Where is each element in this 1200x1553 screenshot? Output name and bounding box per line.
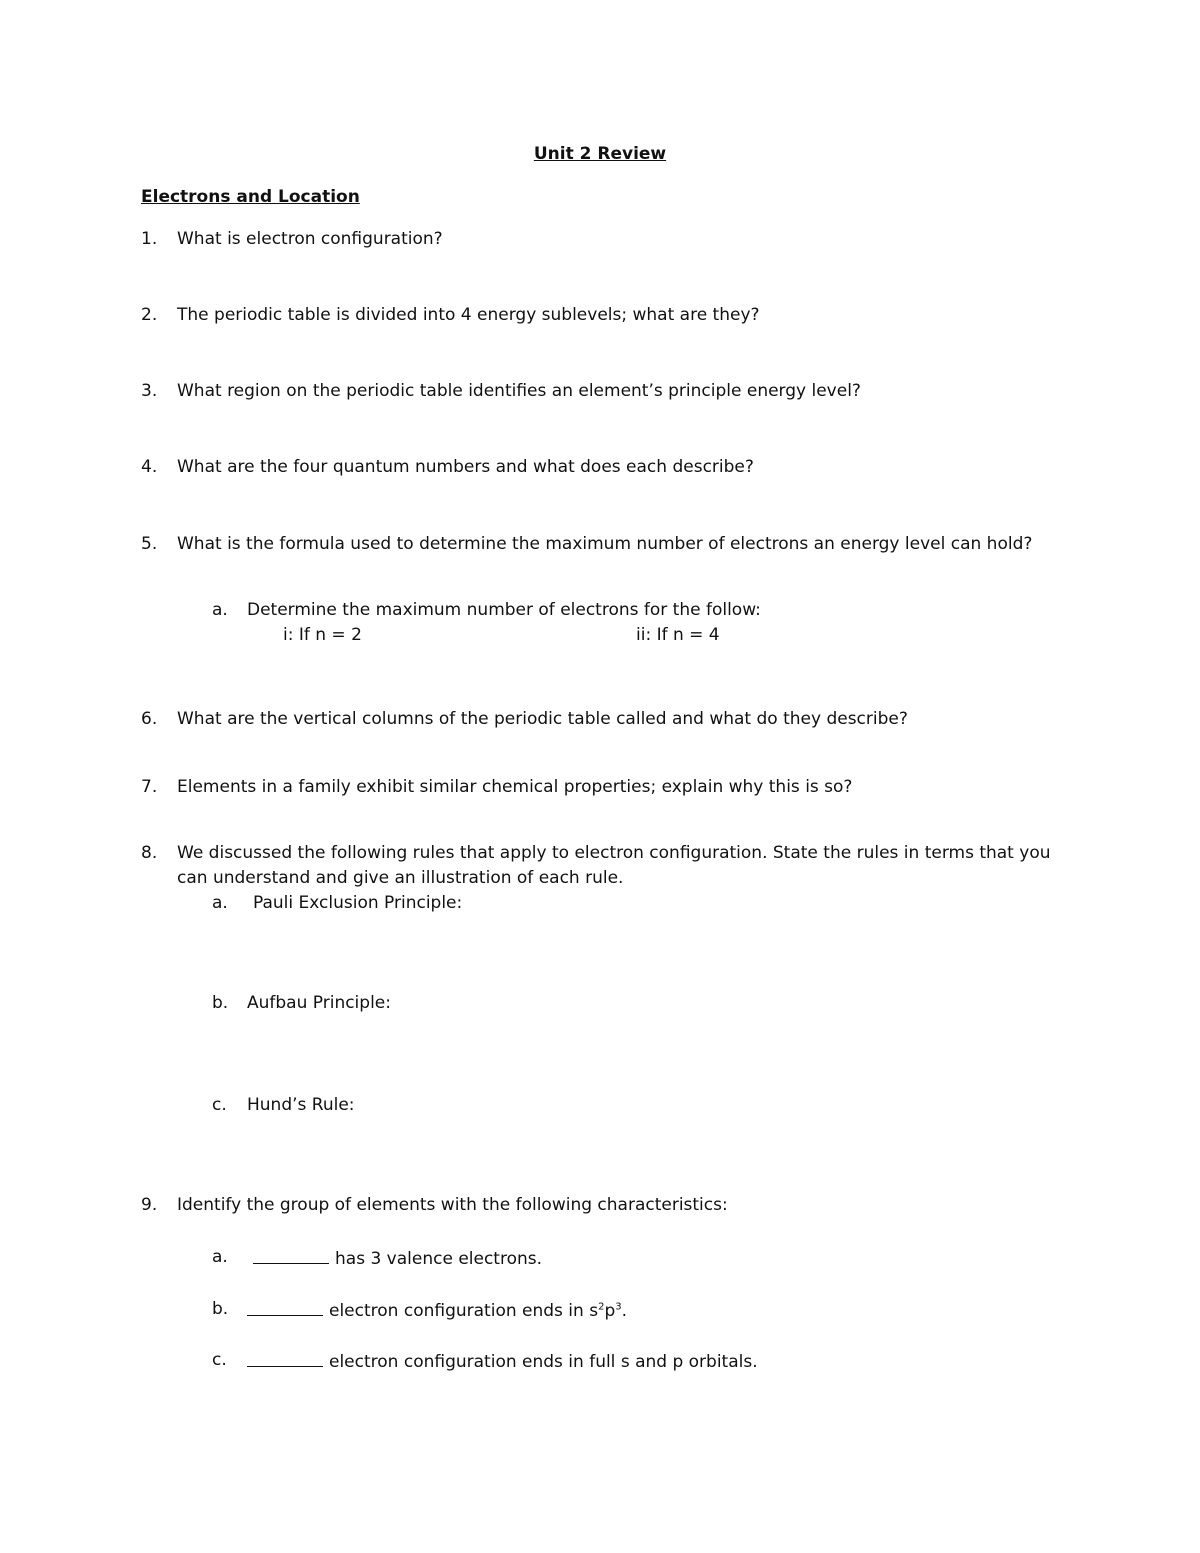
question-number: 1. xyxy=(141,229,158,249)
question-number: 6. xyxy=(141,709,158,729)
page-title: Unit 2 Review xyxy=(533,144,667,164)
question-number: 4. xyxy=(141,457,158,477)
subquestion-part-ii: ii: If n = 4 xyxy=(636,625,720,645)
question-text: We discussed the following rules that apply to electron configuration. State the rules in terms that you xyxy=(177,843,1051,863)
subquestion-part-i: i: If n = 2 xyxy=(283,625,362,645)
rule-letter: c. xyxy=(212,1095,227,1115)
superscript: 3 xyxy=(615,1301,622,1313)
characteristic-text: p xyxy=(604,1301,616,1321)
item-letter: a. xyxy=(212,1247,228,1267)
question-text: Identify the group of elements with the following characteristics: xyxy=(177,1195,728,1215)
question-text: Elements in a family exhibit similar chemical properties; explain why this is so? xyxy=(177,777,853,797)
question-text: What is the formula used to determine the maximum number of electrons an energy level can hold? xyxy=(177,534,1033,554)
answer-blank[interactable] xyxy=(247,1352,323,1367)
item-letter: c. xyxy=(212,1350,227,1370)
question-text: What region on the periodic table identifies an element’s principle energy level? xyxy=(177,381,861,401)
rule-hund: Hund’s Rule: xyxy=(247,1095,355,1115)
characteristic-item xyxy=(253,1249,542,1268)
question-number: 8. xyxy=(141,843,158,863)
characteristic-text: has 3 valence electrons. xyxy=(335,1249,543,1269)
question-text: What is electron configuration? xyxy=(177,229,443,249)
rule-letter: a. xyxy=(212,893,228,913)
section-heading: Electrons and Location xyxy=(141,187,360,207)
characteristic-text: electron configuration ends in s xyxy=(329,1301,599,1321)
subquestion-letter: a. xyxy=(212,600,228,620)
question-number: 2. xyxy=(141,305,158,325)
question-number: 5. xyxy=(141,534,158,554)
characteristic-item xyxy=(247,1352,758,1371)
question-text: The periodic table is divided into 4 energy sublevels; what are they? xyxy=(177,305,760,325)
rule-pauli: Pauli Exclusion Principle: xyxy=(253,893,463,913)
question-text-continued: can understand and give an illustration of each rule. xyxy=(177,868,624,888)
answer-blank[interactable] xyxy=(253,1249,329,1264)
answer-blank[interactable] xyxy=(247,1301,323,1316)
question-number: 3. xyxy=(141,381,158,401)
characteristic-text: . xyxy=(621,1301,628,1321)
characteristic-item xyxy=(247,1301,627,1320)
characteristic-text: electron configuration ends in full s and p orbitals. xyxy=(329,1352,758,1372)
question-text: What are the four quantum numbers and what does each describe? xyxy=(177,457,754,477)
rule-aufbau: Aufbau Principle: xyxy=(247,993,391,1013)
question-number: 9. xyxy=(141,1195,158,1215)
rule-letter: b. xyxy=(212,993,229,1013)
item-letter: b. xyxy=(212,1299,229,1319)
superscript: 2 xyxy=(598,1301,605,1313)
subquestion-text: Determine the maximum number of electrons for the follow: xyxy=(247,600,761,620)
question-number: 7. xyxy=(141,777,158,797)
question-text: What are the vertical columns of the periodic table called and what do they describe? xyxy=(177,709,908,729)
